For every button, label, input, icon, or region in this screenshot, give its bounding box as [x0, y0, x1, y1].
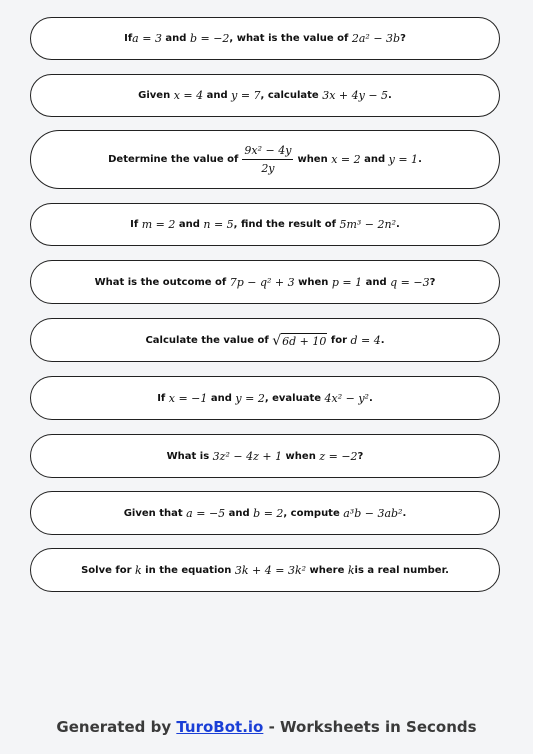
q7-math-1: x = −1	[168, 391, 208, 405]
q2-math-2: y = 7	[231, 89, 261, 102]
q2-text-4: .	[388, 90, 392, 101]
turobot-link[interactable]: TuroBot.io	[176, 718, 264, 736]
q3-cond-1: x = 2	[331, 153, 361, 166]
q10-math-3: k	[347, 563, 355, 577]
radical-sign-icon: √	[272, 332, 282, 349]
q3-mid: when	[297, 154, 328, 165]
q2-text-1: Given	[138, 90, 174, 101]
q2-math-1: x = 4	[173, 89, 204, 102]
question-card-1	[30, 17, 500, 60]
q4-text-4: .	[396, 219, 400, 230]
q2-text-3: , calculate	[260, 90, 323, 101]
q7-text-2: and	[207, 392, 236, 404]
question-card-5	[30, 260, 500, 304]
q6-cond-1: d = 4	[350, 333, 381, 347]
q10-text-2: in the equation	[141, 564, 235, 576]
q8-text-3: ?	[357, 450, 364, 462]
q5-text-1: What is the outcome of	[94, 276, 230, 288]
q9-text-3: , compute	[283, 507, 344, 519]
q8-math-1: 3z² − 4z + 1	[212, 449, 283, 463]
footer-suffix: - Worksheets in Seconds	[263, 718, 477, 736]
q10-text-1: Solve for	[81, 564, 136, 576]
q8-math-2: z = −2	[319, 449, 358, 463]
q2-text-2: and	[203, 90, 232, 101]
question-card-6	[30, 318, 500, 362]
question-card-9	[30, 491, 500, 535]
q9-math-1: a = −5	[186, 506, 226, 520]
q6-end: .	[380, 334, 385, 346]
footer-prefix: Generated by	[56, 718, 177, 736]
q4-math-3: 5m³ − 2n²	[339, 218, 397, 231]
q1-math-1: a = 3	[132, 32, 162, 45]
question-card-4	[30, 203, 500, 246]
q10-text-4: is a real number.	[354, 564, 449, 576]
q9-math-2: b = 2	[253, 506, 284, 520]
q10-text-3: where	[306, 564, 348, 576]
question-card-8	[30, 434, 500, 478]
question-card-7	[30, 376, 500, 420]
q3-and: and	[364, 154, 386, 165]
q3-end: .	[418, 154, 422, 165]
q9-text-2: and	[225, 507, 254, 519]
q4-text-1: If	[130, 219, 142, 230]
q6-mid: for	[330, 334, 347, 346]
q5-math-2: p = 1	[331, 275, 363, 289]
q6-lead: Calculate the value of	[145, 334, 269, 346]
q5-math-3: q = −3	[390, 275, 430, 289]
q1-text-3: , what is the value of	[229, 33, 352, 44]
q3-fraction-numerator: 9x² − 4y	[242, 144, 293, 160]
q5-text-3: and	[362, 276, 391, 288]
q4-text-3: , find the result of	[233, 219, 340, 230]
q4-math-2: n = 5	[203, 218, 234, 231]
q7-text-4: .	[368, 392, 373, 404]
q3-lead: Determine the value of	[108, 154, 239, 165]
q5-text-2: when	[294, 276, 332, 288]
q6-square-root	[272, 333, 327, 348]
q1-math-3: 2a² − 3b	[351, 32, 401, 45]
q10-math-2: 3k + 4 = 3k²	[234, 563, 307, 577]
q4-text-2: and	[175, 219, 204, 230]
q9-text-1: Given that	[123, 507, 187, 519]
q7-math-2: y = 2	[235, 391, 265, 405]
footer	[0, 718, 533, 736]
question-card-10	[30, 548, 500, 592]
q7-text-3: , evaluate	[264, 392, 325, 404]
q1-text-4: ?	[400, 33, 406, 44]
q3-fraction	[242, 144, 293, 175]
q1-math-2: b = −2	[189, 32, 230, 45]
q9-math-3: a³b − 3ab²	[343, 506, 403, 520]
q9-text-4: .	[402, 507, 407, 519]
q3-fraction-denominator: 2y	[261, 162, 275, 175]
q5-math-1: 7p − q² + 3	[229, 275, 295, 289]
q8-text-2: when	[282, 450, 320, 462]
question-card-3	[30, 130, 500, 189]
q8-text-1: What is	[166, 450, 213, 462]
q6-radicand: 6d + 10	[282, 334, 327, 348]
q3-cond-2: y = 1	[388, 153, 419, 166]
q4-math-1: m = 2	[141, 218, 176, 231]
q7-text-1: If	[157, 392, 169, 404]
q2-math-3: 3x + 4y − 5	[322, 89, 389, 102]
q1-text-2: and	[161, 33, 190, 44]
q7-math-3: 4x² − y²	[324, 391, 369, 405]
q5-text-4: ?	[429, 276, 436, 288]
q1-text-1: If	[124, 33, 133, 44]
q10-math-1: k	[135, 563, 142, 577]
question-card-2	[30, 74, 500, 117]
